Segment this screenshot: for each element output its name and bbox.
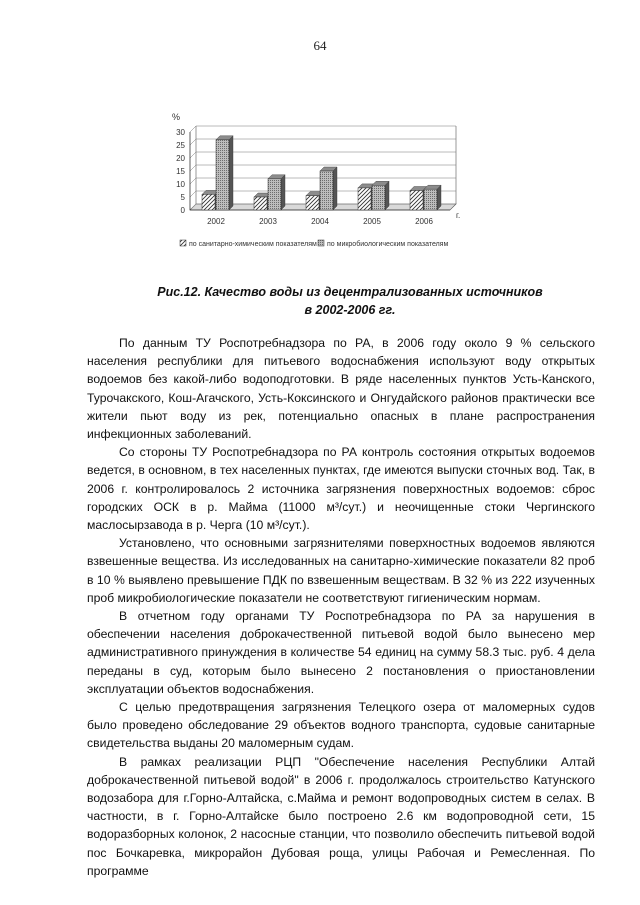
bar-2005-series-2 (372, 185, 385, 210)
paragraph-5: С целью предотвращения загрязнения Телецкого озера от маломерных судов было проведено обследование 29 объектов водного транспорта, судовые санитарные свидетельства выданы 20 маломерным судам. (87, 700, 595, 751)
x-axis-label: г. (456, 211, 461, 220)
bar-side (333, 167, 337, 210)
paragraph-1: По данным ТУ Роспотребнадзора по РА, в 2006 году около 9 % сельского населения республики для питьевого водоснабжения используют воду открытых водоемов без какой-либо водоподготовки. В ряде населенных пунктов Усть-Канского, Турочакского, Кош-Агачского, Усть-Коксинского и Онгудайского районов практически все жители пьют воду из рек, потенциально опасных в плане распространения инфекционных заболеваний. (87, 336, 595, 442)
x-tick-label: 2003 (259, 217, 277, 226)
paragraph-3: Установлено, что основными загрязнителями поверхностных водоемов являются взвешенные вещества. Из исследованных на санитарно-химические показатели 82 проб в 10 % выявлено превышение ПДК по взвешенным веществам. В 32 % из 222 изученных проб микробиологические показатели не соответствуют гигиеническим нормам. (87, 536, 595, 605)
bar-side (229, 136, 233, 210)
y-tick-label: 0 (180, 206, 185, 215)
gridline (190, 126, 456, 132)
bar-side (437, 185, 441, 210)
bar-side (385, 181, 389, 210)
bar-2003-series-2 (268, 179, 281, 210)
legend-swatch-1 (180, 240, 186, 246)
bar-2006-series-2 (424, 189, 437, 210)
caption-line-2: в 2002-2006 гг. (304, 303, 396, 317)
y-tick-label: 25 (176, 141, 185, 150)
caption-line-1: Рис.12. Качество воды из децентрализованных источников (157, 285, 543, 299)
legend-label-2: по микробиологическим показателям (327, 241, 449, 248)
x-tick-label: 2006 (415, 217, 433, 226)
page-number: 64 (313, 38, 327, 53)
water-quality-chart (150, 100, 490, 260)
y-tick-label: 30 (176, 128, 185, 137)
bar-side (281, 175, 285, 210)
y-axis-label: % (172, 112, 181, 122)
paragraph-6: В рамках реализации РЦП "Обеспечение населения Республики Алтай доброкачественной питьевой водой" в 2006 г. продолжалось строительство Катунского водозабора для г.Горно-Алтайска, с.Майма и ремонт водопроводных систем в селах. В частности, в г. Горно-Алтайске было построено 2.6 км водопроводной сети, 15 водоразборных колонок, 2 насосные станции, что позволило обеспечить питьевой водой пос Бочкаревка, микрорайон Дубовая роща, улицы Рабочая и Ремесленная. По программе (87, 754, 595, 878)
paragraph-2: Со стороны ТУ Роспотребнадзора по РА контроль состояния открытых водоемов ведется, в основном, в тех населенных пунктах, где имеются выпуски сточных вод. Так, в 2006 г. контролировалось 2 источника загрязнения поверхностных водоемов: сброс городских ОСК в р. Майма (11000 м³/сут.) и неочищенные стоки Чергинского маслосырзавода в р. Черга (10 м³/сут.). (87, 445, 595, 533)
y-tick-label: 5 (180, 193, 185, 202)
bar-2004-series-1 (306, 196, 319, 210)
figure-caption (100, 283, 600, 319)
bar-2006-series-1 (410, 191, 423, 211)
paragraph-4: В отчетном году органами ТУ Роспотребнадзора по РА за нарушения в обеспечении населения доброкачественной питьевой водой было вынесено мер административного принуждения в количестве 54 единиц на сумму 58.3 тыс. руб. 4 дела переданы в суд, которым было вынесено 2 постановления о приостановлении эксплуатации объектов водоснабжения. (87, 609, 595, 696)
bar-2005-series-1 (358, 188, 371, 210)
legend-label-1: по санитарно-химическим показателям (189, 241, 317, 248)
bar-2003-series-1 (254, 197, 267, 210)
y-tick-label: 20 (176, 154, 185, 163)
y-tick-label: 10 (176, 180, 185, 189)
bar-2004-series-2 (320, 171, 333, 210)
legend-swatch-2 (318, 240, 324, 246)
x-tick-label: 2002 (207, 217, 225, 226)
y-tick-label: 15 (176, 167, 185, 176)
x-tick-label: 2005 (363, 217, 381, 226)
bar-2002-series-2 (216, 140, 229, 210)
body-text (87, 334, 595, 880)
bar-2002-series-1 (202, 194, 215, 210)
x-tick-label: 2004 (311, 217, 329, 226)
